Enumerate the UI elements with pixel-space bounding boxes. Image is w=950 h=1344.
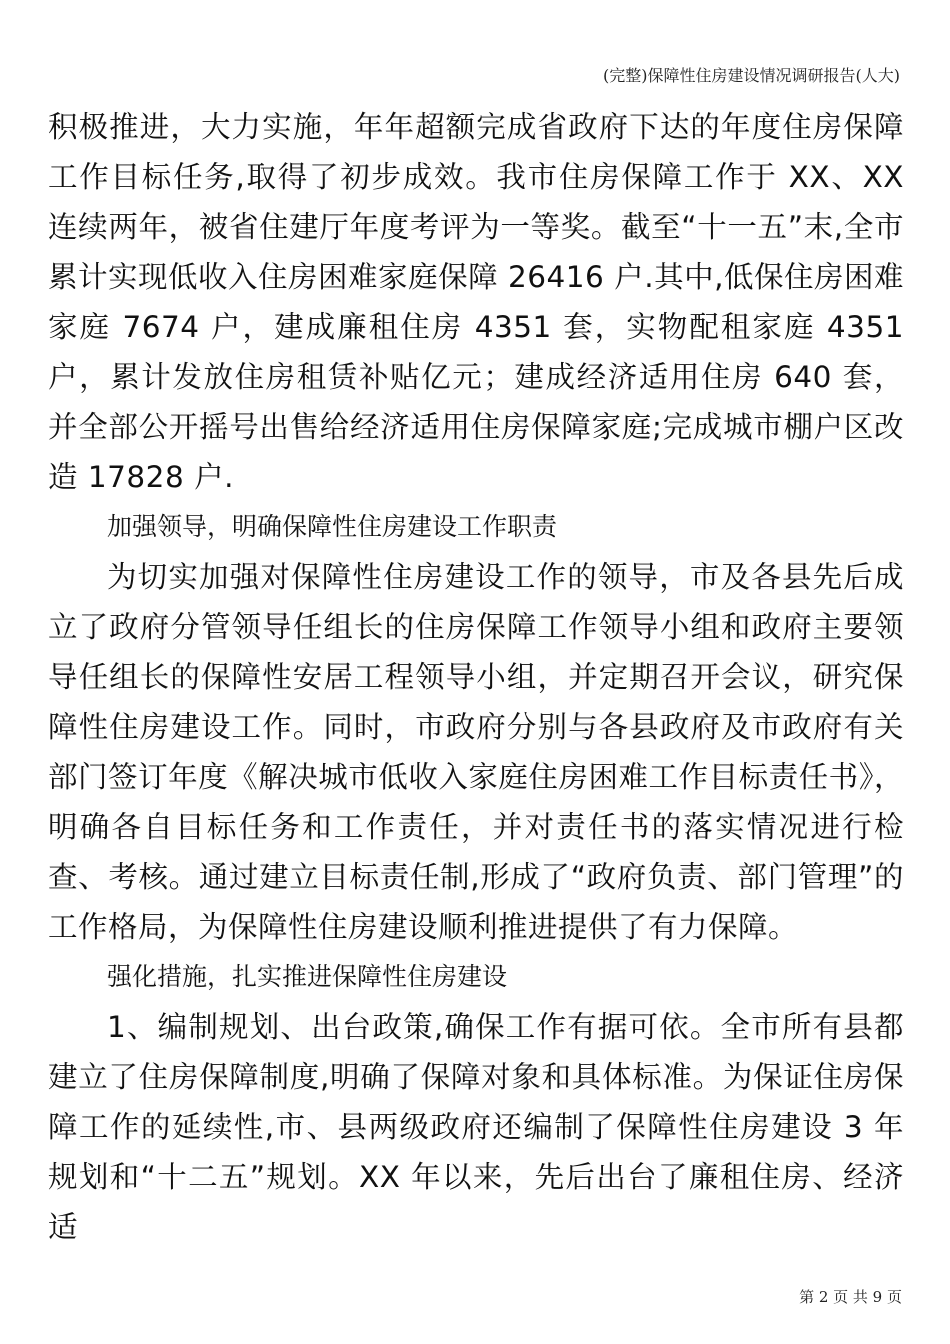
page-number: 第 2 页 共 9 页 — [799, 1288, 902, 1306]
paragraph-results: 积极推进，大力实施，年年超额完成省政府下达的年度住房保障工作目标任务,取得了初步成效。我市住房保障工作于 XX、XX 连续两年，被省住建厅年度考评为一等奖。截至“十一五”末,全市累计实现低收入住房困难家庭保障 26416 户.其中,低保住房困难家庭 7674 户，建成廉租住房 4351 套，实物配租家庭 4351 户，累计发放住房租赁补贴亿元；建成经济适用住房 640 套，并全部公开摇号出售给经济适用住房保障家庭;完成城市棚户区改造 17828 户. — [48, 110, 904, 494]
document-body — [48, 102, 904, 1252]
section-heading-leadership: 加强领导，明确保障性住房建设工作职责 — [107, 512, 558, 541]
paragraph-leadership: 为切实加强对保障性住房建设工作的领导，市及各县先后成立了政府分管领导任组长的住房保障工作领导小组和政府主要领导任组长的保障性安居工程领导小组，并定期召开会议，研究保障性住房建设工作。同时，市政府分别与各县政府及市政府有关部门签订年度《解决城市低收入家庭住房困难工作目标责任书》，明确各自目标任务和工作责任，并对责任书的落实情况进行检查、考核。通过建立目标责任制,形成了“政府负责、部门管理”的工作格局，为保障性住房建设顺利推进提供了有力保障。 — [48, 560, 904, 944]
paragraph-planning: 1、编制规划、出台政策,确保工作有据可依。全市所有县都建立了住房保障制度,明确了保障对象和具体标准。为保证住房保障工作的延续性,市、县两级政府还编制了保障性住房建设 3 年规划和“十二五”规划。XX 年以来，先后出台了廉租住房、经济适 — [48, 1010, 904, 1244]
page-header: (完整)保障性住房建设情况调研报告(人大) — [603, 66, 900, 85]
section-heading-measures: 强化措施，扎实推进保障性住房建设 — [107, 962, 508, 991]
